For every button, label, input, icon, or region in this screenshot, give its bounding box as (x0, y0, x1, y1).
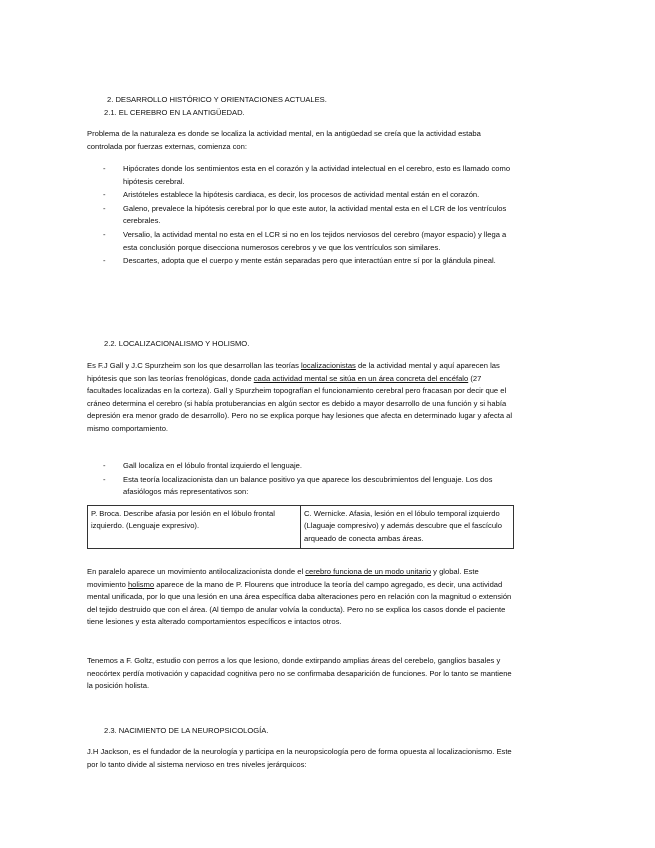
jackson-paragraph: J.H Jackson, es el fundador de la neurología y participa en la neuropsicología pero de forma opuesta al localizacionismo. Este por lo tanto divide al sistema nervioso en tres niveles jerárquicos: (87, 747, 512, 769)
section-2-1-title: 2.1. EL CEREBRO EN LA ANTIGÜEDAD. (104, 108, 245, 117)
list-item: - Aristóteles establece la hipótesis cardiaca, es decir, los procesos de actividad mental están en el corazón. (87, 189, 515, 202)
list-item: - Descartes, adopta que el cuerpo y mente están separadas pero que interactúan entre sí por la glándula pineal. (87, 255, 515, 268)
goltz-paragraph: Tenemos a F. Goltz, estudio con perros a los que lesiono, donde extirpando amplias áreas del cerebelo, ganglios basales y neocórtex perdía motivación y capacidad cognitiva pero no se confirmaba desaparición de funciones. Por lo tanto se mantiene la posición holista. (87, 656, 512, 691)
holism-paragraph: En paralelo aparece un movimiento antilocalizacionista donde el cerebro funciona de un modo unitario y global. Este movimiento holismo aparece de la mano de P. Flourens que introduce la teoría del campo agregado, es decir, una actividad mental unificada, por lo que una lesión en una área específica daba alteraciones pero en relación con la magnitud o extensión del tejido destruido que con el área. (Al tiempo de anular volvía la conducta). Pero no se explica los casos donde el paciente tiene lesiones y esta alterado comportamientos específicos e intactos otros. (87, 567, 512, 627)
list-item: - Versalio, la actividad mental no esta en el LCR si no en los tejidos nerviosos del cerebro (mayor espacio) y llega a esta conclusión porque disecciona numerosos cerebros y ve que los ventrículos son similares. (87, 229, 515, 254)
underlined-phrase: cada actividad mental se sitúa en un área concreta del encéfalo (253, 373, 469, 383)
antiquity-intro-paragraph: Problema de la naturaleza es donde se localiza la actividad mental, en la antigüedad se creía que la actividad estaba controlada por fuerzas externas, comienza con: (87, 129, 481, 151)
list-item: - Esta teoría localizacionista dan un balance positivo ya que aparece los descubrimientos del lenguaje. Los dos afasiólogos más representativos son: (87, 474, 515, 499)
list-item: - Galeno, prevalece la hipótesis cerebral por lo que este autor, la actividad mental esta en el LCR de los ventrículos cerebrales. (87, 203, 515, 228)
section-2-3-title: 2.3. NACIMIENTO DE LA NEUROPSICOLOGÍA. (104, 726, 269, 735)
wernicke-cell: C. Wernicke. Afasia, lesión en el lóbulo temporal izquierdo (Llaguaje compresivo) y además descubre que el fascículo arqueado de conecta ambas áreas. (301, 506, 514, 549)
localizationism-bullet-list (87, 460, 515, 500)
list-item: - Gall localiza en el lóbulo frontal izquierdo el lenguaje. (87, 460, 515, 473)
list-item: - Hipócrates donde los sentimientos esta en el corazón y la actividad intelectual en el cerebro, esto es llamado como hipótesis cerebral. (87, 163, 515, 188)
section-2-title: 2. DESARROLLO HISTÓRICO Y ORIENTACIONES ACTUALES. (107, 95, 327, 104)
broca-cell: P. Broca. Describe afasia por lesión en el lóbulo frontal izquierdo. (Lenguaje expresivo). (88, 506, 301, 549)
underlined-term: localizacionistas (300, 361, 356, 370)
aphasiologists-table (87, 505, 514, 549)
localizationism-paragraph: Es F.J Gall y J.C Spurzheim son los que desarrollan las teorías localizacionistas de la actividad mental y aquí aparecen las hipótesis que son las teorías frenológicas, donde cada actividad mental se sitúa en un área concreta del encéfalo (27 facultades localizadas en la corteza). Gall y Spurzheim topografían el funcionamiento cerebral pero fracasan por decir que el cráneo determina el cerebro (si había protuberancias en algún sector es debido a mayor desarrollo de una función y si había depresión era menor grado de desarrollo). Pero no se explica porque hay lesiones que afecta en determinado lugar y afecta al mismo comportamiento. (87, 361, 513, 433)
table-row (88, 506, 514, 549)
section-2-2-title: 2.2. LOCALIZACIONALISMO Y HOLISMO. (104, 339, 250, 348)
underlined-phrase: cerebro funciona de un modo unitario (305, 567, 432, 576)
underlined-term: holismo (127, 579, 155, 589)
antiquity-bullet-list (87, 163, 515, 269)
